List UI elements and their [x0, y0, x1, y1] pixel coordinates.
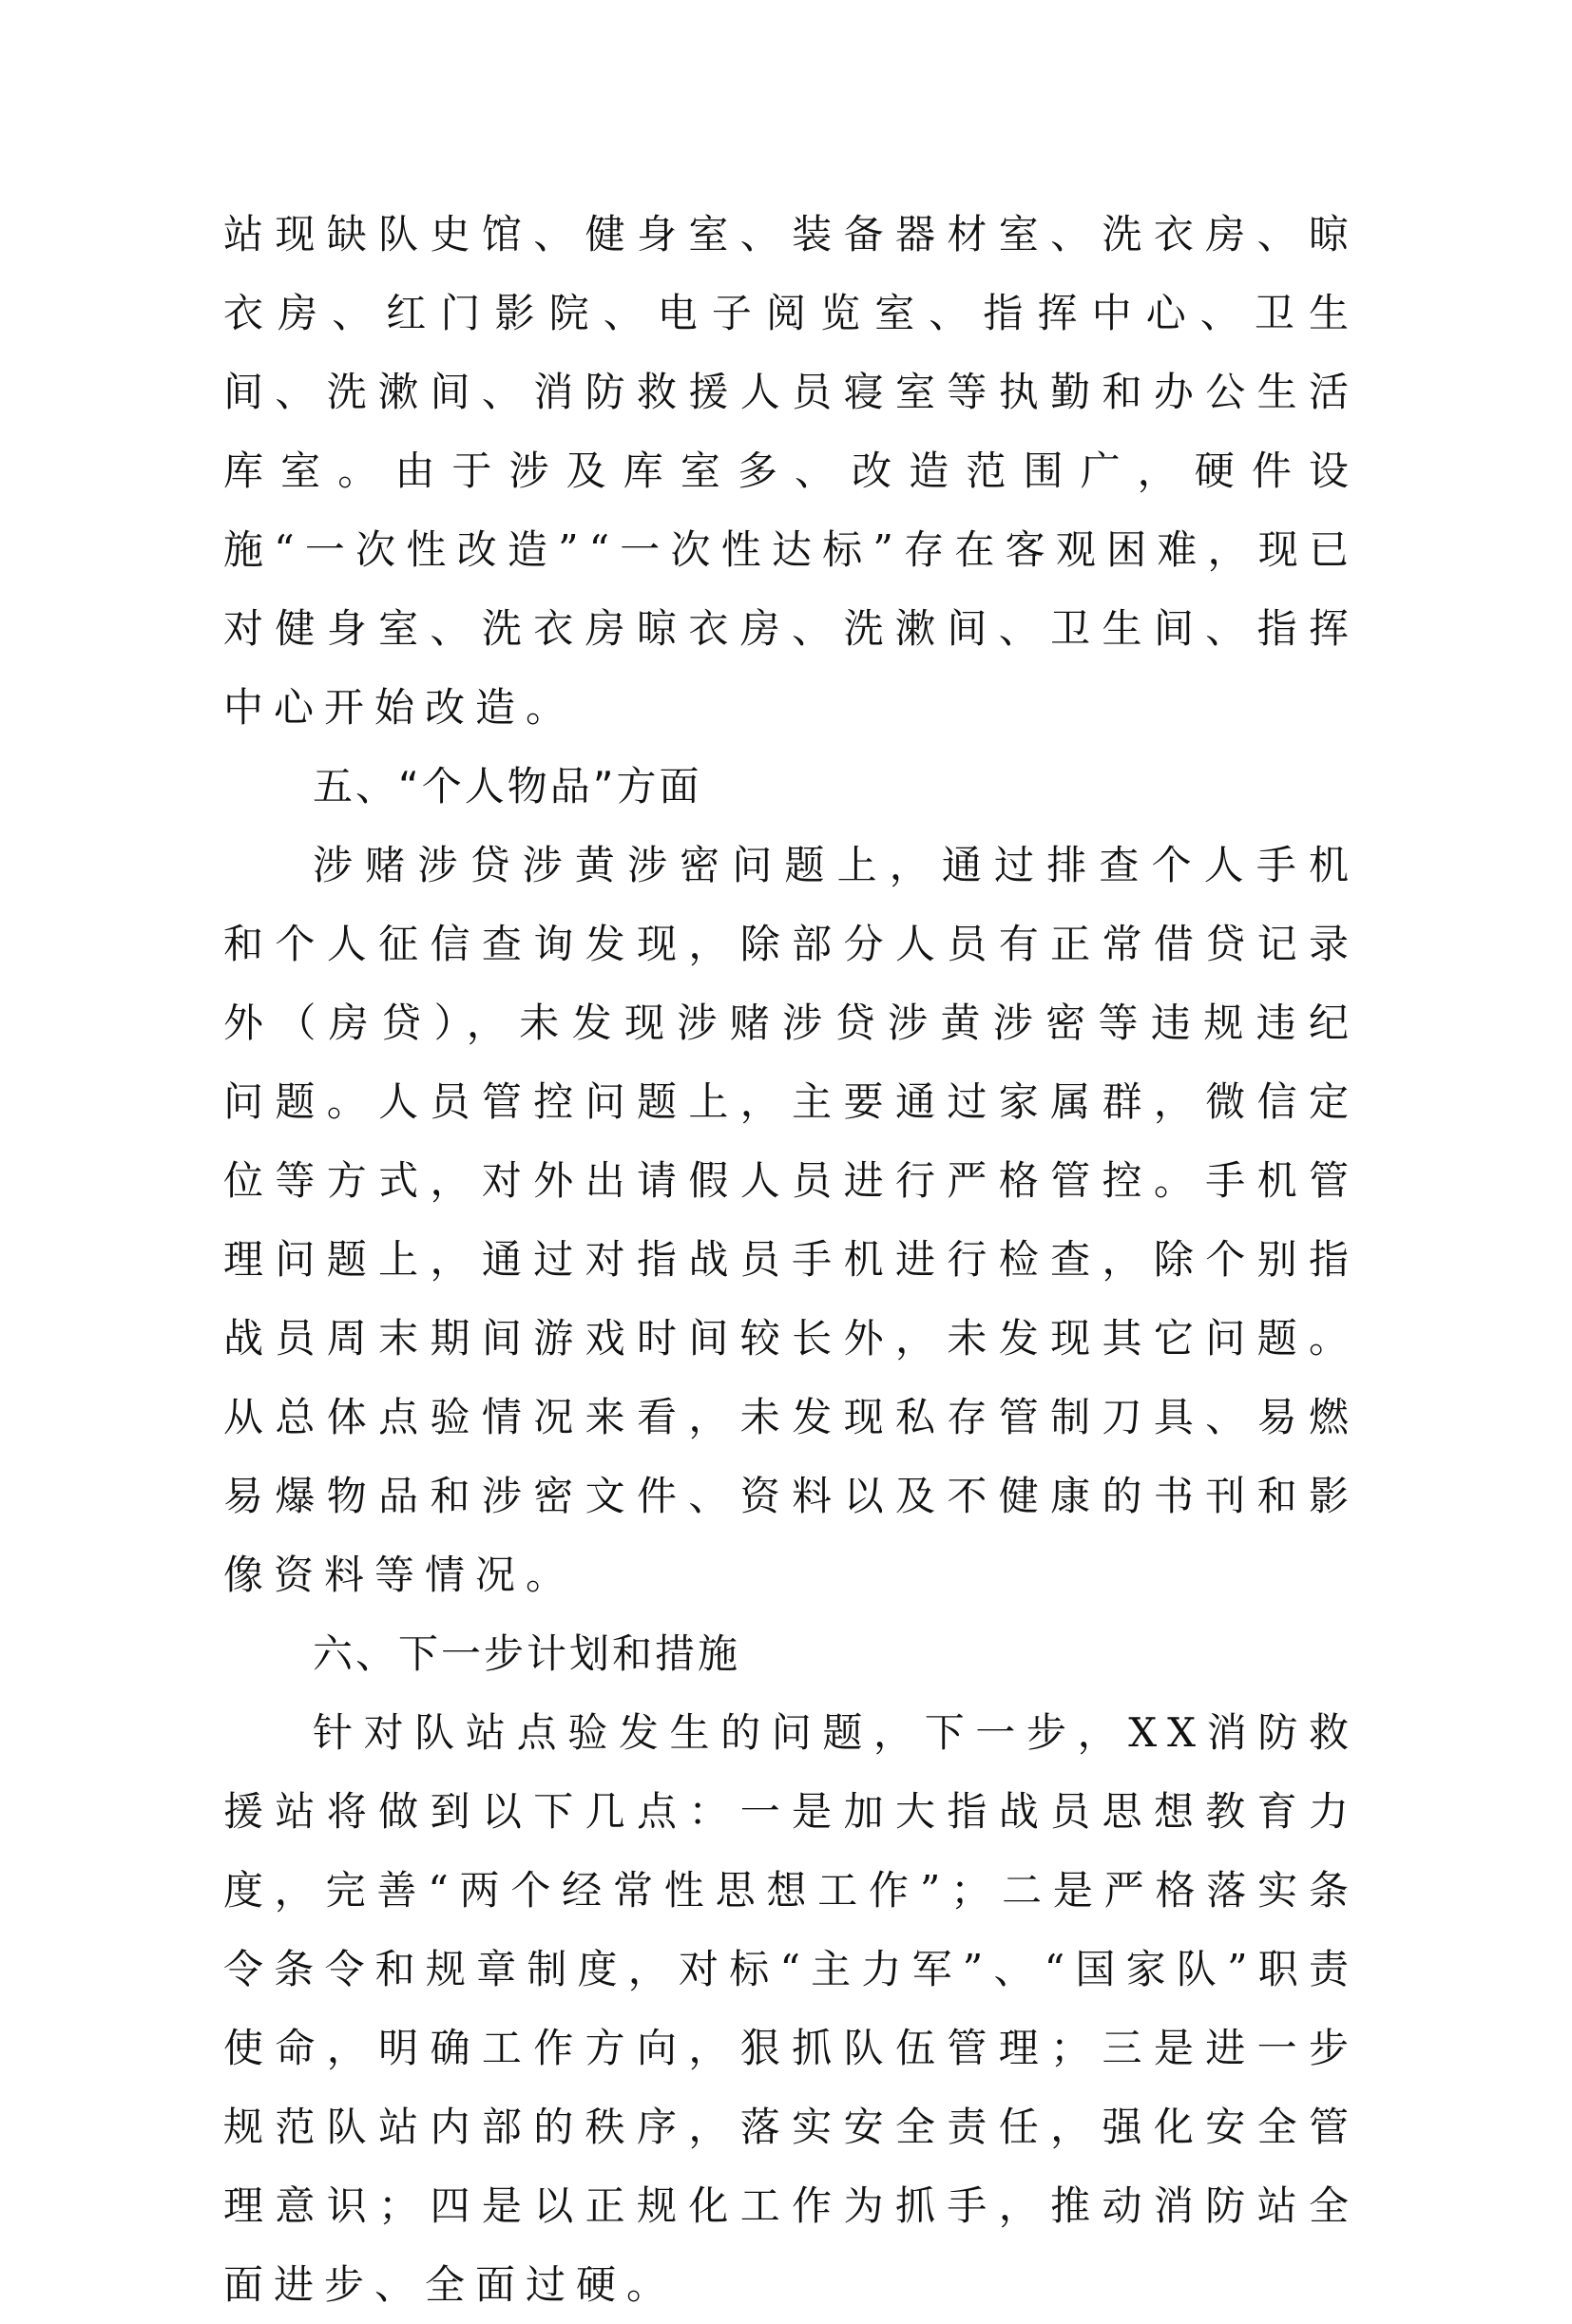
document-body [223, 195, 1359, 2324]
paragraph-next-steps: 针对队站点验发生的问题，下一步，XX消防救援站将做到以下几点：一是加大指战员思想教育力度，完善“两个经常性思想工作”；二是严格落实条令条令和规章制度，对标“主力军”、“国家队”职责使命，明确工作方向，狠抓队伍管理；三是进一步规范队站内部的秩序，落实安全责任，强化安全管理意识；四是以正规化工作为抓手，推动消防站全面进步、全面过硬。 [223, 1709, 1359, 2308]
section-heading-personal-items: 五、“个人物品”方面 [313, 763, 702, 810]
paragraph-personal-items: 涉赌涉贷涉黄涉密问题上，通过排查个人手机和个人征信查询发现，除部分人员有正常借贷记录外（房贷），未发现涉赌涉贷涉黄涉密等违规违纪问题。人员管控问题上，主要通过家属群，微信定位等方式，对外出请假人员进行严格管控。手机管理问题上，通过对指战员手机进行检查，除个别指战员周末期间游戏时间较长外，未发现其它问题。从总体点验情况来看，未发现私存管制刀具、易燃易爆物品和涉密文件、资料以及不健康的书刊和影像资料等情况。 [223, 842, 1359, 1598]
section-heading-next-steps: 六、下一步计划和措施 [313, 1630, 741, 1677]
paragraph-facilities-renovation: 站现缺队史馆、健身室、装备器材室、洗衣房、晾衣房、红门影院、电子阅览室、指挥中心、卫生间、洗漱间、消防救援人员寝室等执勤和办公生活库室。由于涉及库室多、改造范围广，硬件设施“一次性改造”“一次性达标”存在客观困难，现已对健身室、洗衣房晾衣房、洗漱间、卫生间、指挥中心开始改造。 [223, 211, 1359, 731]
